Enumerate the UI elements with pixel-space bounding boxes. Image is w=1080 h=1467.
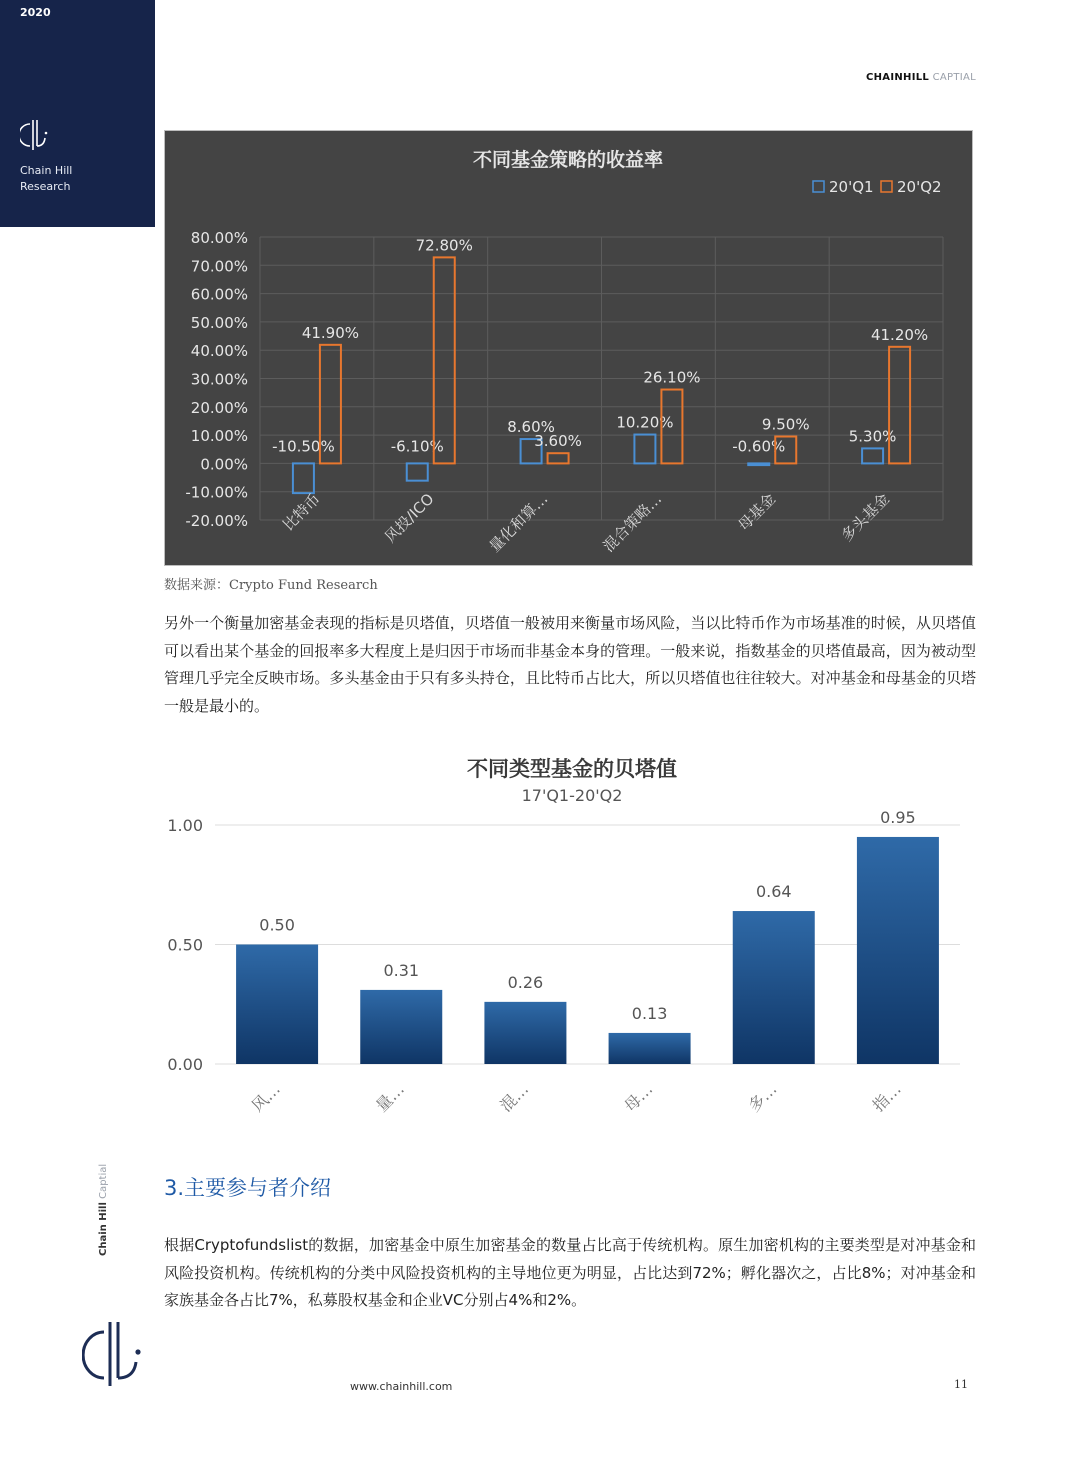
legend-swatch-1: [813, 181, 824, 192]
chart-subtitle: 17'Q1-20'Q2: [521, 786, 623, 805]
bar-q1: [862, 448, 883, 463]
y-tick-label: 80.00%: [190, 229, 248, 247]
data-label: 8.60%: [507, 418, 555, 437]
y-tick-label: -10.00%: [185, 483, 248, 502]
paragraph-beta-intro: 另外一个衡量加密基金表现的指标是贝塔值，贝塔值一般被用来衡量市场风险，当以比特币作为市场基准的时候，从贝塔值可以看出某个基金的回报率多大程度上是归因于市场而非基金本身的管理。一般来说，指数基金的贝塔值最高，因为被动型管理几乎完全反映市场。多头基金由于只有多头持仓，且比特币占比大，所以贝塔值也往往较大。对冲基金和母基金的贝塔一般是最小的。: [164, 614, 976, 715]
y-tick-label: 30.00%: [190, 370, 248, 389]
chart-title: 不同基金策略的收益率: [472, 149, 664, 171]
data-label: 0.13: [631, 1003, 668, 1023]
y-tick-label: 10.00%: [190, 427, 248, 446]
chainhill-logo-icon: [20, 118, 50, 152]
y-tick-label: 40.00%: [190, 342, 248, 361]
y-tick-label: -20.00%: [185, 512, 248, 530]
x-tick-label: 量…: [372, 1079, 409, 1116]
bar: [609, 1033, 691, 1064]
x-tick-label: 母基金: [734, 489, 780, 535]
vertical-brand-bold: Chain Hill: [98, 1202, 109, 1256]
x-tick-label: 指…: [868, 1079, 905, 1116]
y-tick-label: 20.00%: [190, 398, 248, 417]
data-label: 0.26: [507, 972, 544, 992]
data-source: 数据来源：Crypto Fund Research: [164, 578, 378, 593]
bar: [733, 911, 815, 1064]
data-label: 0.64: [755, 882, 792, 902]
chainhill-footer-logo-icon: [82, 1318, 146, 1390]
y-tick-label: 60.00%: [190, 285, 248, 304]
data-label: 0.95: [880, 807, 916, 827]
legend-label-2: 20'Q2: [897, 178, 942, 196]
header-brand-bold: CHAINHILL: [866, 72, 930, 83]
x-tick-label: 母…: [620, 1079, 657, 1116]
bar-q2: [434, 257, 455, 463]
x-tick-label: 多…: [744, 1079, 781, 1116]
y-tick-label: 1.00: [167, 816, 203, 835]
section-title: 3.主要参与者介绍: [164, 1176, 332, 1200]
page-number: 11: [954, 1378, 968, 1391]
bar-q1: [748, 463, 769, 465]
vertical-brand-light: Captial: [98, 1163, 109, 1199]
header-brand: [866, 72, 976, 83]
bar-q2: [889, 347, 910, 464]
data-label: -10.50%: [272, 437, 335, 456]
x-tick-label: 风…: [247, 1079, 284, 1116]
header-brand-light: CAPTIAL: [932, 72, 976, 83]
returns-chart: [164, 130, 973, 566]
sidebar-brand: [20, 163, 140, 195]
x-tick-label: 混合策略…: [599, 489, 666, 556]
y-tick-label: 0.50: [167, 935, 203, 955]
bar-q1: [634, 435, 655, 464]
report-year: 2020: [20, 6, 51, 19]
bar-q1: [293, 463, 314, 493]
data-label: 5.30%: [848, 427, 897, 446]
data-label: 72.80%: [415, 236, 473, 255]
beta-chart: [160, 745, 980, 1135]
data-label: 0.31: [383, 960, 420, 980]
bar: [857, 837, 939, 1064]
footer-url: www.chainhill.com: [350, 1380, 453, 1393]
x-tick-label: 风投/ICO: [381, 489, 438, 547]
legend-label-1: 20'Q1: [829, 178, 874, 196]
x-tick-label: 混…: [496, 1079, 533, 1116]
bar-q1: [407, 463, 428, 480]
sidebar-brand-line1: Chain Hill: [20, 164, 73, 177]
data-label: 3.60%: [534, 432, 582, 451]
y-tick-label: 70.00%: [190, 257, 248, 276]
chart-title: 不同类型基金的贝塔值: [467, 757, 677, 781]
bar: [360, 990, 442, 1064]
data-label: 41.90%: [301, 323, 360, 342]
x-tick-label: 量化和算…: [485, 489, 552, 556]
vertical-brand: [98, 1164, 109, 1256]
paragraph-participants: 根据Cryptofundslist的数据，加密基金中原生加密基金的数量占比高于传统机构。原生加密机构的主要类型是对冲基金和风险投资机构。传统机构的分类中风险投资机构的主导地位更为明显，占比达到72%；孵化器次之，占比8%；对冲基金和家族基金各占比7%，私募股权基金和企业VC分别占4%和2%。: [164, 1236, 976, 1309]
data-label: -0.60%: [732, 437, 786, 456]
returns-chart-svg: [165, 131, 972, 565]
y-tick-label: 0.00: [167, 1055, 203, 1074]
x-tick-label: 比特币: [279, 489, 324, 535]
legend-swatch-2: [881, 181, 892, 192]
data-label: 41.20%: [870, 325, 929, 344]
data-label: 10.20%: [616, 413, 674, 432]
data-label: -6.10%: [390, 437, 444, 456]
y-tick-label: 0.00%: [200, 455, 248, 474]
bar: [484, 1002, 566, 1064]
data-label: 9.50%: [761, 415, 810, 434]
x-tick-label: 多头基金: [837, 489, 893, 545]
y-tick-label: 50.00%: [190, 313, 248, 332]
bar-q2: [548, 453, 569, 463]
beta-chart-svg: [160, 745, 980, 1135]
sidebar-brand-line2: Research: [20, 180, 71, 193]
data-label: 26.10%: [643, 368, 701, 387]
bar: [236, 945, 318, 1065]
data-label: 0.50: [259, 915, 295, 935]
